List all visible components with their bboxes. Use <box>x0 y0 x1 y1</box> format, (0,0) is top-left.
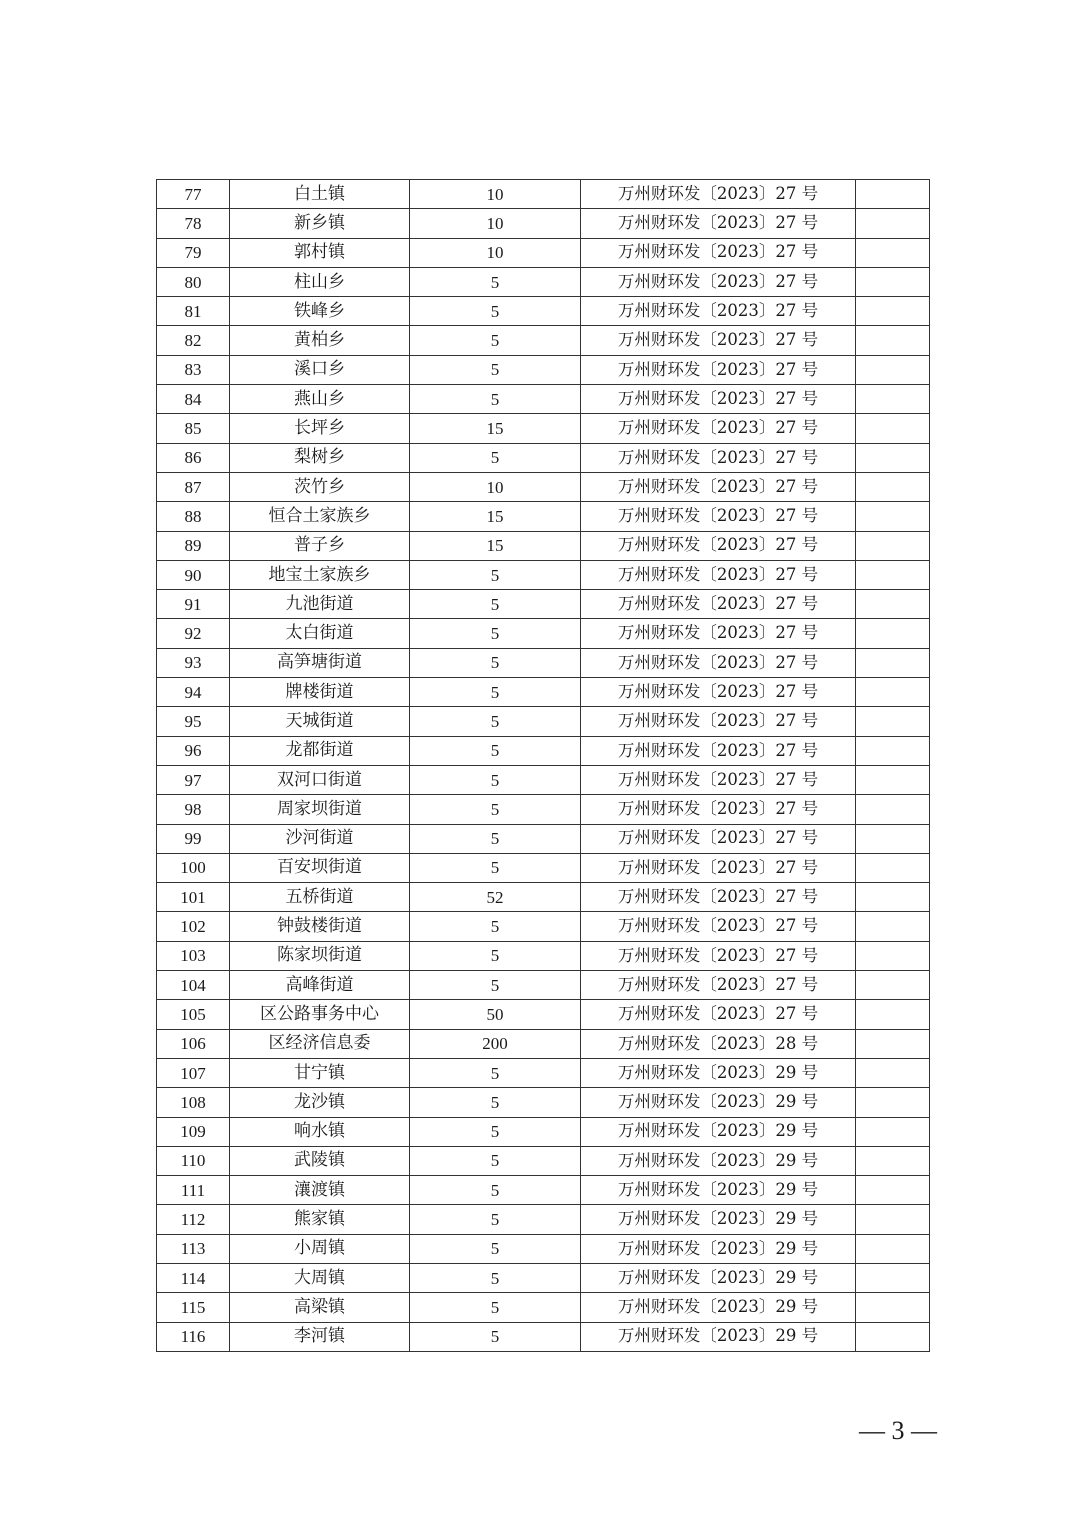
unit-name-cell: 沙河街道 <box>230 824 410 853</box>
row-number-cell: 91 <box>157 590 230 619</box>
row-number-cell: 114 <box>157 1263 230 1292</box>
document-number-cell: 万州财环发〔2023〕27 号 <box>581 238 856 267</box>
remarks-cell <box>856 590 930 619</box>
document-number-cell: 万州财环发〔2023〕29 号 <box>581 1293 856 1322</box>
row-number-cell: 79 <box>157 238 230 267</box>
document-number-cell: 万州财环发〔2023〕27 号 <box>581 853 856 882</box>
row-number-cell: 77 <box>157 180 230 209</box>
unit-name-cell: 区公路事务中心 <box>230 1000 410 1029</box>
row-number-cell: 112 <box>157 1205 230 1234</box>
table-row <box>157 883 930 912</box>
remarks-cell <box>856 736 930 765</box>
document-number-cell: 万州财环发〔2023〕27 号 <box>581 180 856 209</box>
amount-cell: 15 <box>410 414 581 443</box>
document-number-cell: 万州财环发〔2023〕27 号 <box>581 941 856 970</box>
amount-cell: 5 <box>410 853 581 882</box>
document-number-cell: 万州财环发〔2023〕29 号 <box>581 1176 856 1205</box>
amount-cell: 5 <box>410 297 581 326</box>
table-row <box>157 502 930 531</box>
table-row <box>157 736 930 765</box>
row-number-cell: 83 <box>157 355 230 384</box>
remarks-cell <box>856 765 930 794</box>
document-number-cell: 万州财环发〔2023〕29 号 <box>581 1263 856 1292</box>
table-row <box>157 1058 930 1087</box>
document-number-cell: 万州财环发〔2023〕27 号 <box>581 385 856 414</box>
remarks-cell <box>856 560 930 589</box>
amount-cell: 5 <box>410 941 581 970</box>
document-number-cell: 万州财环发〔2023〕27 号 <box>581 971 856 1000</box>
remarks-cell <box>856 1234 930 1263</box>
amount-cell: 10 <box>410 180 581 209</box>
table-row <box>157 590 930 619</box>
remarks-cell <box>856 912 930 941</box>
table-row <box>157 1263 930 1292</box>
document-number-cell: 万州财环发〔2023〕27 号 <box>581 678 856 707</box>
remarks-cell <box>856 180 930 209</box>
table-row <box>157 1088 930 1117</box>
document-number-cell: 万州财环发〔2023〕29 号 <box>581 1088 856 1117</box>
amount-cell: 5 <box>410 678 581 707</box>
amount-cell: 5 <box>410 1205 581 1234</box>
document-number-cell: 万州财环发〔2023〕27 号 <box>581 912 856 941</box>
unit-name-cell: 恒合土家族乡 <box>230 502 410 531</box>
remarks-cell <box>856 648 930 677</box>
table-row <box>157 707 930 736</box>
table-row <box>157 531 930 560</box>
document-number-cell: 万州财环发〔2023〕27 号 <box>581 209 856 238</box>
document-number-cell: 万州财环发〔2023〕27 号 <box>581 472 856 501</box>
row-number-cell: 115 <box>157 1293 230 1322</box>
remarks-cell <box>856 238 930 267</box>
amount-cell: 5 <box>410 707 581 736</box>
unit-name-cell: 新乡镇 <box>230 209 410 238</box>
remarks-cell <box>856 941 930 970</box>
remarks-cell <box>856 853 930 882</box>
unit-name-cell: 高笋塘街道 <box>230 648 410 677</box>
unit-name-cell: 太白街道 <box>230 619 410 648</box>
amount-cell: 5 <box>410 326 581 355</box>
unit-name-cell: 武陵镇 <box>230 1146 410 1175</box>
amount-cell: 10 <box>410 209 581 238</box>
document-number-cell: 万州财环发〔2023〕27 号 <box>581 883 856 912</box>
document-number-cell: 万州财环发〔2023〕27 号 <box>581 326 856 355</box>
table-row <box>157 238 930 267</box>
amount-cell: 5 <box>410 795 581 824</box>
row-number-cell: 111 <box>157 1176 230 1205</box>
remarks-cell <box>856 971 930 1000</box>
row-number-cell: 87 <box>157 472 230 501</box>
remarks-cell <box>856 1176 930 1205</box>
row-number-cell: 85 <box>157 414 230 443</box>
unit-name-cell: 天城街道 <box>230 707 410 736</box>
unit-name-cell: 茨竹乡 <box>230 472 410 501</box>
remarks-cell <box>856 209 930 238</box>
amount-cell: 5 <box>410 824 581 853</box>
unit-name-cell: 郭村镇 <box>230 238 410 267</box>
document-number-cell: 万州财环发〔2023〕27 号 <box>581 619 856 648</box>
document-number-cell: 万州财环发〔2023〕27 号 <box>581 443 856 472</box>
remarks-cell <box>856 414 930 443</box>
unit-name-cell: 白土镇 <box>230 180 410 209</box>
table-body <box>157 180 930 1352</box>
row-number-cell: 89 <box>157 531 230 560</box>
unit-name-cell: 长坪乡 <box>230 414 410 443</box>
document-number-cell: 万州财环发〔2023〕29 号 <box>581 1205 856 1234</box>
unit-name-cell: 龙都街道 <box>230 736 410 765</box>
remarks-cell <box>856 1205 930 1234</box>
unit-name-cell: 陈家坝街道 <box>230 941 410 970</box>
table-row <box>157 1293 930 1322</box>
document-number-cell: 万州财环发〔2023〕27 号 <box>581 502 856 531</box>
table-row <box>157 443 930 472</box>
row-number-cell: 104 <box>157 971 230 1000</box>
amount-cell: 5 <box>410 1234 581 1263</box>
amount-cell: 5 <box>410 765 581 794</box>
remarks-cell <box>856 1322 930 1351</box>
row-number-cell: 81 <box>157 297 230 326</box>
row-number-cell: 78 <box>157 209 230 238</box>
amount-cell: 5 <box>410 1322 581 1351</box>
table-row <box>157 472 930 501</box>
document-number-cell: 万州财环发〔2023〕29 号 <box>581 1058 856 1087</box>
unit-name-cell: 龙沙镇 <box>230 1088 410 1117</box>
remarks-cell <box>856 472 930 501</box>
row-number-cell: 84 <box>157 385 230 414</box>
row-number-cell: 97 <box>157 765 230 794</box>
remarks-cell <box>856 1029 930 1058</box>
amount-cell: 200 <box>410 1029 581 1058</box>
document-number-cell: 万州财环发〔2023〕29 号 <box>581 1322 856 1351</box>
row-number-cell: 107 <box>157 1058 230 1087</box>
row-number-cell: 98 <box>157 795 230 824</box>
amount-cell: 15 <box>410 502 581 531</box>
row-number-cell: 102 <box>157 912 230 941</box>
row-number-cell: 80 <box>157 267 230 296</box>
document-number-cell: 万州财环发〔2023〕27 号 <box>581 297 856 326</box>
row-number-cell: 86 <box>157 443 230 472</box>
unit-name-cell: 黄柏乡 <box>230 326 410 355</box>
amount-cell: 5 <box>410 590 581 619</box>
amount-cell: 5 <box>410 267 581 296</box>
table-row <box>157 297 930 326</box>
unit-name-cell: 钟鼓楼街道 <box>230 912 410 941</box>
table-row <box>157 414 930 443</box>
row-number-cell: 109 <box>157 1117 230 1146</box>
remarks-cell <box>856 1058 930 1087</box>
unit-name-cell: 周家坝街道 <box>230 795 410 824</box>
document-number-cell: 万州财环发〔2023〕27 号 <box>581 590 856 619</box>
unit-name-cell: 高梁镇 <box>230 1293 410 1322</box>
row-number-cell: 103 <box>157 941 230 970</box>
remarks-cell <box>856 883 930 912</box>
document-number-cell: 万州财环发〔2023〕27 号 <box>581 531 856 560</box>
document-number-cell: 万州财环发〔2023〕27 号 <box>581 1000 856 1029</box>
unit-name-cell: 双河口街道 <box>230 765 410 794</box>
unit-name-cell: 响水镇 <box>230 1117 410 1146</box>
remarks-cell <box>856 355 930 384</box>
amount-cell: 5 <box>410 1176 581 1205</box>
amount-cell: 5 <box>410 1088 581 1117</box>
table-row <box>157 648 930 677</box>
unit-name-cell: 铁峰乡 <box>230 297 410 326</box>
amount-cell: 5 <box>410 912 581 941</box>
amount-cell: 5 <box>410 1058 581 1087</box>
row-number-cell: 90 <box>157 560 230 589</box>
unit-name-cell: 地宝土家族乡 <box>230 560 410 589</box>
row-number-cell: 96 <box>157 736 230 765</box>
table-row <box>157 180 930 209</box>
remarks-cell <box>856 502 930 531</box>
remarks-cell <box>856 1263 930 1292</box>
amount-cell: 5 <box>410 1293 581 1322</box>
amount-cell: 5 <box>410 648 581 677</box>
table-row <box>157 678 930 707</box>
table-row <box>157 824 930 853</box>
amount-cell: 5 <box>410 1146 581 1175</box>
amount-cell: 5 <box>410 385 581 414</box>
unit-name-cell: 牌楼街道 <box>230 678 410 707</box>
document-number-cell: 万州财环发〔2023〕27 号 <box>581 648 856 677</box>
allocation-table <box>156 179 930 1352</box>
table-row <box>157 971 930 1000</box>
unit-name-cell: 大周镇 <box>230 1263 410 1292</box>
document-number-cell: 万州财环发〔2023〕27 号 <box>581 560 856 589</box>
document-number-cell: 万州财环发〔2023〕27 号 <box>581 736 856 765</box>
remarks-cell <box>856 443 930 472</box>
remarks-cell <box>856 531 930 560</box>
amount-cell: 15 <box>410 531 581 560</box>
row-number-cell: 93 <box>157 648 230 677</box>
unit-name-cell: 小周镇 <box>230 1234 410 1263</box>
row-number-cell: 116 <box>157 1322 230 1351</box>
unit-name-cell: 九池街道 <box>230 590 410 619</box>
row-number-cell: 108 <box>157 1088 230 1117</box>
row-number-cell: 99 <box>157 824 230 853</box>
remarks-cell <box>856 326 930 355</box>
table-row <box>157 795 930 824</box>
row-number-cell: 105 <box>157 1000 230 1029</box>
unit-name-cell: 燕山乡 <box>230 385 410 414</box>
remarks-cell <box>856 297 930 326</box>
amount-cell: 5 <box>410 619 581 648</box>
document-number-cell: 万州财环发〔2023〕27 号 <box>581 707 856 736</box>
unit-name-cell: 普子乡 <box>230 531 410 560</box>
amount-cell: 10 <box>410 238 581 267</box>
document-number-cell: 万州财环发〔2023〕29 号 <box>581 1146 856 1175</box>
remarks-cell <box>856 385 930 414</box>
document-number-cell: 万州财环发〔2023〕29 号 <box>581 1234 856 1263</box>
table-row <box>157 853 930 882</box>
row-number-cell: 100 <box>157 853 230 882</box>
remarks-cell <box>856 824 930 853</box>
table-row <box>157 209 930 238</box>
amount-cell: 5 <box>410 1117 581 1146</box>
table-row <box>157 1146 930 1175</box>
table-row <box>157 1176 930 1205</box>
row-number-cell: 106 <box>157 1029 230 1058</box>
amount-cell: 5 <box>410 971 581 1000</box>
row-number-cell: 92 <box>157 619 230 648</box>
document-number-cell: 万州财环发〔2023〕27 号 <box>581 824 856 853</box>
document-number-cell: 万州财环发〔2023〕27 号 <box>581 414 856 443</box>
page-number: — 3 — <box>859 1416 937 1445</box>
table-row <box>157 912 930 941</box>
table-row <box>157 1117 930 1146</box>
remarks-cell <box>856 678 930 707</box>
table-row <box>157 1234 930 1263</box>
unit-name-cell: 柱山乡 <box>230 267 410 296</box>
row-number-cell: 101 <box>157 883 230 912</box>
amount-cell: 5 <box>410 355 581 384</box>
remarks-cell <box>856 795 930 824</box>
remarks-cell <box>856 1117 930 1146</box>
amount-cell: 52 <box>410 883 581 912</box>
document-number-cell: 万州财环发〔2023〕29 号 <box>581 1117 856 1146</box>
unit-name-cell: 百安坝街道 <box>230 853 410 882</box>
unit-name-cell: 区经济信息委 <box>230 1029 410 1058</box>
unit-name-cell: 甘宁镇 <box>230 1058 410 1087</box>
table-row <box>157 355 930 384</box>
row-number-cell: 113 <box>157 1234 230 1263</box>
remarks-cell <box>856 1088 930 1117</box>
table-row <box>157 1029 930 1058</box>
remarks-cell <box>856 707 930 736</box>
amount-cell: 5 <box>410 443 581 472</box>
table-row <box>157 267 930 296</box>
table-row <box>157 326 930 355</box>
unit-name-cell: 高峰街道 <box>230 971 410 1000</box>
row-number-cell: 110 <box>157 1146 230 1175</box>
document-number-cell: 万州财环发〔2023〕27 号 <box>581 267 856 296</box>
unit-name-cell: 溪口乡 <box>230 355 410 384</box>
amount-cell: 5 <box>410 736 581 765</box>
unit-name-cell: 梨树乡 <box>230 443 410 472</box>
table-row <box>157 560 930 589</box>
row-number-cell: 82 <box>157 326 230 355</box>
table-row <box>157 1205 930 1234</box>
table-row <box>157 1000 930 1029</box>
unit-name-cell: 瀼渡镇 <box>230 1176 410 1205</box>
row-number-cell: 95 <box>157 707 230 736</box>
amount-cell: 5 <box>410 560 581 589</box>
document-number-cell: 万州财环发〔2023〕27 号 <box>581 795 856 824</box>
remarks-cell <box>856 1146 930 1175</box>
amount-cell: 5 <box>410 1263 581 1292</box>
remarks-cell <box>856 267 930 296</box>
amount-cell: 50 <box>410 1000 581 1029</box>
table-row <box>157 619 930 648</box>
remarks-cell <box>856 1293 930 1322</box>
row-number-cell: 94 <box>157 678 230 707</box>
document-number-cell: 万州财环发〔2023〕28 号 <box>581 1029 856 1058</box>
remarks-cell <box>856 1000 930 1029</box>
document-number-cell: 万州财环发〔2023〕27 号 <box>581 355 856 384</box>
unit-name-cell: 五桥街道 <box>230 883 410 912</box>
table-row <box>157 1322 930 1351</box>
amount-cell: 10 <box>410 472 581 501</box>
unit-name-cell: 熊家镇 <box>230 1205 410 1234</box>
row-number-cell: 88 <box>157 502 230 531</box>
remarks-cell <box>856 619 930 648</box>
document-number-cell: 万州财环发〔2023〕27 号 <box>581 765 856 794</box>
table-row <box>157 765 930 794</box>
unit-name-cell: 李河镇 <box>230 1322 410 1351</box>
table-row <box>157 385 930 414</box>
table-row <box>157 941 930 970</box>
